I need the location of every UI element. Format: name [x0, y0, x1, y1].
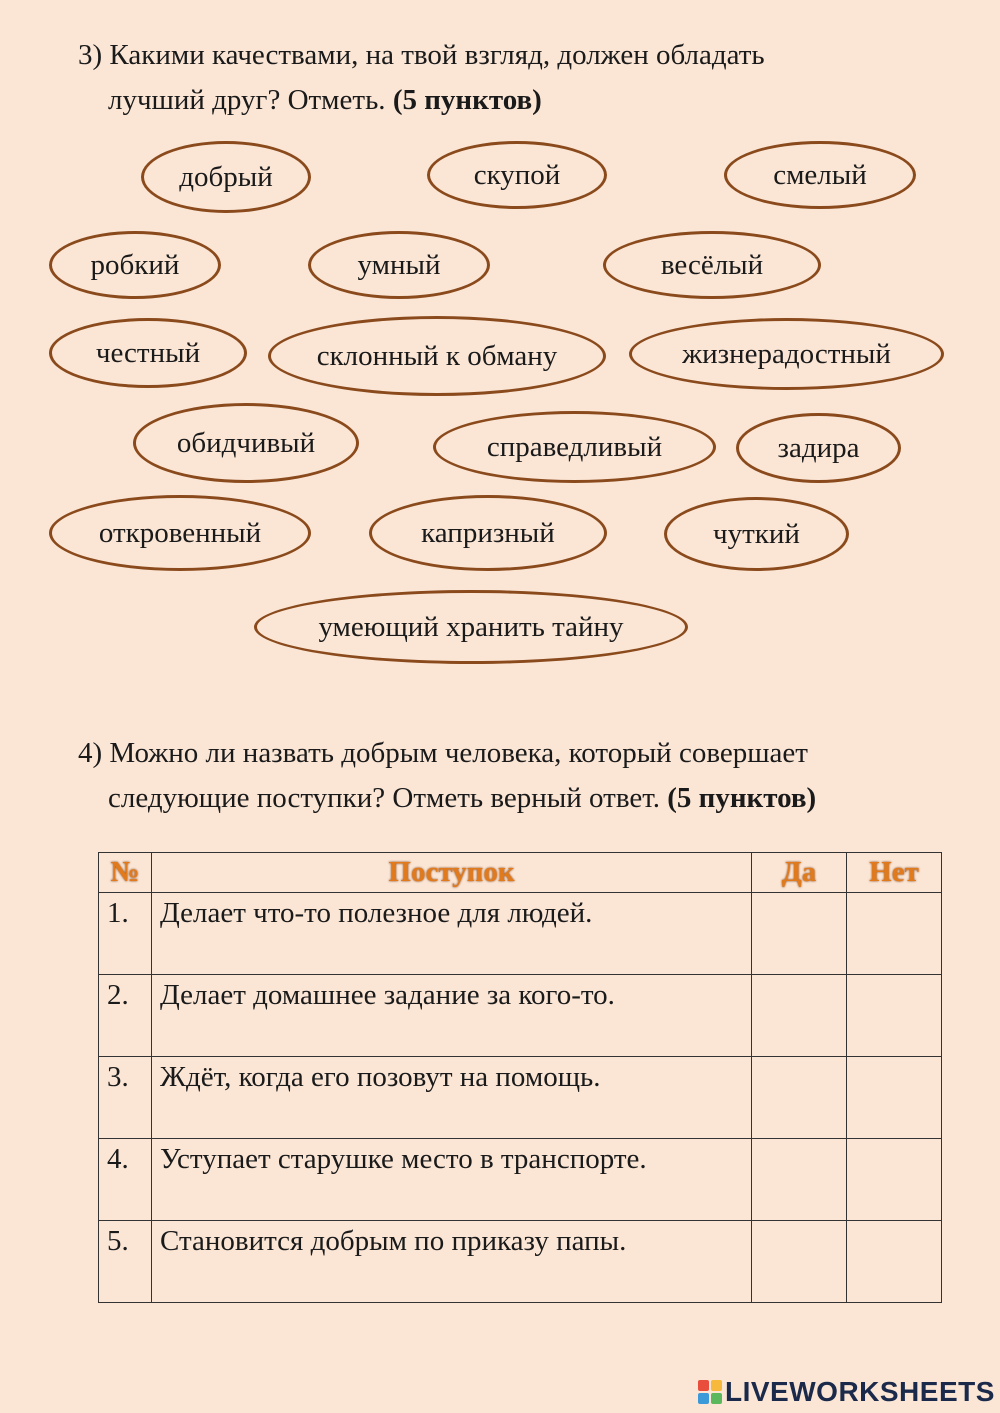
quality-option-otkrovennyi[interactable]: откровенный	[49, 495, 311, 571]
quality-option-robkii[interactable]: робкий	[49, 231, 221, 299]
logo-square	[698, 1393, 709, 1404]
quality-option-spravedlivyi[interactable]: справедливый	[433, 411, 716, 483]
row-number: 5.	[99, 1221, 152, 1303]
logo-square	[711, 1380, 722, 1391]
answer-yes-cell[interactable]	[752, 893, 847, 975]
quality-option-veselyi[interactable]: весёлый	[603, 231, 821, 299]
liveworksheets-logo-icon	[698, 1380, 722, 1404]
quality-option-smelyi[interactable]: смелый	[724, 141, 916, 209]
quality-option-umnyi[interactable]: умный	[308, 231, 490, 299]
row-action-text: Делает что-то полезное для людей.	[152, 893, 752, 975]
row-number: 2.	[99, 975, 152, 1057]
answer-no-cell[interactable]	[847, 1057, 942, 1139]
row-action-text: Уступает старушке место в транспорте.	[152, 1139, 752, 1221]
quality-option-zadira[interactable]: задира	[736, 413, 901, 483]
row-action-text: Становится добрым по приказу папы.	[152, 1221, 752, 1303]
header-action: Поступок	[152, 853, 752, 893]
table-header-row	[99, 853, 942, 893]
question-3	[78, 33, 765, 123]
row-number: 4.	[99, 1139, 152, 1221]
question-3-line2: лучший друг? Отметь. (5 пунктов)	[108, 84, 542, 116]
logo-square	[698, 1380, 709, 1391]
quality-option-dobryi[interactable]: добрый	[141, 141, 311, 213]
answer-no-cell[interactable]	[847, 893, 942, 975]
question-3-line1: 3) Какими качествами, на твой взгляд, должен обладать	[78, 39, 765, 71]
row-number: 3.	[99, 1057, 152, 1139]
quality-option-umeyushchii-khranit-tainu[interactable]: умеющий хранить тайну	[254, 590, 688, 664]
row-action-text: Делает домашнее задание за кого-то.	[152, 975, 752, 1057]
quality-option-sklonnyi-k-obmanu[interactable]: склонный к обману	[268, 316, 606, 396]
header-no: Нет	[847, 853, 942, 893]
answer-yes-cell[interactable]	[752, 1057, 847, 1139]
quality-option-zhizneradostnyi[interactable]: жизнерадостный	[629, 318, 944, 390]
question-4-line1: 4) Можно ли назвать добрым человека, который совершает	[78, 737, 808, 769]
table-row	[99, 893, 942, 975]
answer-no-cell[interactable]	[847, 975, 942, 1057]
answer-yes-cell[interactable]	[752, 1139, 847, 1221]
table-row	[99, 1057, 942, 1139]
header-yes: Да	[752, 853, 847, 893]
actions-table	[98, 852, 942, 1303]
answer-no-cell[interactable]	[847, 1139, 942, 1221]
answer-yes-cell[interactable]	[752, 975, 847, 1057]
table-row	[99, 1221, 942, 1303]
header-number: №	[99, 853, 152, 893]
liveworksheets-logo	[698, 1375, 995, 1409]
answer-yes-cell[interactable]	[752, 1221, 847, 1303]
quality-option-obidchivyi[interactable]: обидчивый	[133, 403, 359, 483]
question-4-points: (5 пунктов)	[667, 782, 817, 814]
answer-no-cell[interactable]	[847, 1221, 942, 1303]
quality-option-kapriznyi[interactable]: капризный	[369, 495, 607, 571]
table-row	[99, 975, 942, 1057]
question-4	[78, 731, 816, 821]
quality-option-skupoi[interactable]: скупой	[427, 141, 607, 209]
table-row	[99, 1139, 942, 1221]
question-4-line2: следующие поступки? Отметь верный ответ. (5 пунктов)	[108, 782, 817, 814]
quality-option-chutkii[interactable]: чуткий	[664, 497, 849, 571]
logo-square	[711, 1393, 722, 1404]
row-number: 1.	[99, 893, 152, 975]
question-3-points: (5 пунктов)	[392, 84, 542, 116]
quality-option-chestnyi[interactable]: честный	[49, 318, 247, 388]
row-action-text: Ждёт, когда его позовут на помощь.	[152, 1057, 752, 1139]
liveworksheets-logo-text: LIVEWORKSHEETS	[725, 1376, 995, 1407]
